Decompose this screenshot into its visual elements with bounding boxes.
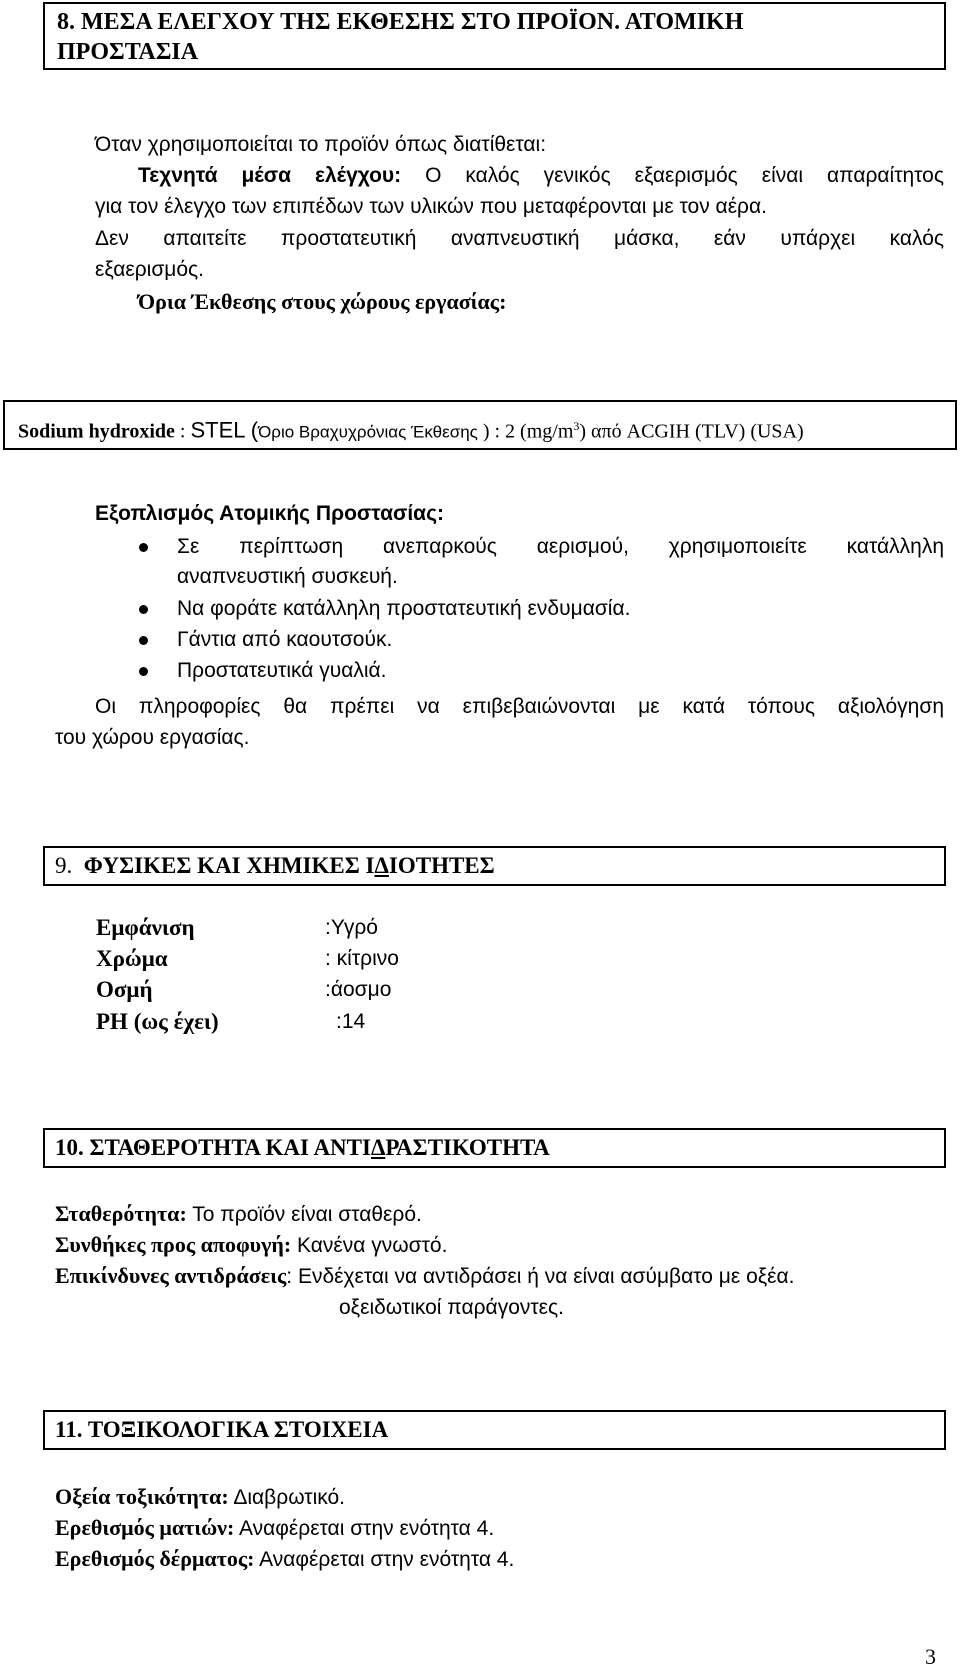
controls-line-3: Δεν απαιτείτε προστατευτική αναπνευστική μάσκα, εάν υπάρχει καλός — [95, 227, 944, 250]
ppe-item-4: Προστατευτικά γυαλιά. — [177, 659, 387, 682]
controls-line-4: εξαερισμός. — [95, 258, 205, 281]
prop-value-ph: :14 — [336, 1010, 366, 1033]
controls-text-1: Ο καλός γενικός εξαερισμός είναι απαραίτητος — [401, 164, 944, 187]
hazard-label: Επικίνδυνες αντιδράσεις — [55, 1263, 287, 1288]
hazard-value: : Ενδέχεται να αντιδράσει ή να είναι ασύμβατο με οξέα. — [286, 1265, 795, 1288]
ppe-item-3: Γάντια από καουτσούκ. — [177, 628, 393, 651]
skin-label: Ερεθισμός δέρματος: — [55, 1546, 255, 1571]
bullet-icon — [139, 605, 148, 614]
limit-sep: : — [174, 420, 191, 443]
skin-row — [55, 1545, 514, 1574]
ppe-item-1-cont: αναπνευστική συσκευή. — [177, 565, 398, 588]
section-8-heading-line2: ΠΡΟΣΤΑΣΙΑ — [57, 39, 199, 65]
section-9-heading-box — [43, 846, 946, 886]
prop-value-appearance: :Υγρό — [325, 916, 378, 939]
limit-value: ) : 2 (mg/m — [477, 420, 574, 443]
stability-label: Σταθερότητα: — [55, 1201, 187, 1226]
limits-label: Όρια Έκθεσης στους χώρους εργασίας: — [138, 289, 507, 314]
section-9-number: 9. — [55, 853, 73, 878]
stability-row — [55, 1200, 422, 1229]
stability-value: Το προϊόν είναι σταθερό. — [186, 1203, 422, 1226]
acute-value: Διαβρωτικό. — [228, 1486, 346, 1509]
ppe-item-2: Να φοράτε κατάλληλη προστατευτική ενδυμασία. — [177, 597, 631, 620]
limit-stel-desc: Όριο Βραχυχρόνιας Έκθεσης — [258, 422, 478, 442]
page-number: 3 — [925, 1644, 936, 1669]
section-11-heading-box — [43, 1410, 946, 1450]
note-line-1: Οι πληροφορίες θα πρέπει να επιβεβαιώνονται με κατά τόπους αξιολόγηση — [95, 695, 944, 718]
hazard-row — [55, 1262, 795, 1291]
limit-source: ) από ACGIH (TLV) (USA) — [579, 420, 804, 443]
controls-line-1 — [138, 162, 944, 190]
section-9-heading: 9. ΦΥΣΙΚΕΣ ΚΑΙ ΧΗΜΙΚΕΣ ΙΔΙΟΤΗΤΕΣ — [55, 853, 495, 878]
prop-label-appearance: Εμφάνιση — [96, 915, 195, 940]
acute-label: Οξεία τοξικότητα: — [55, 1484, 229, 1509]
ppe-item-1: Σε περίπτωση ανεπαρκούς αερισμού, χρησιμοποιείτε κατάλληλη — [177, 535, 944, 558]
exposure-limit-row — [18, 412, 804, 447]
bullet-icon — [139, 543, 148, 552]
section-10-heading: 10. ΣΤΑΘΕΡΟΤΗΤΑ ΚΑΙ ΑΝΤΙΔΡΑΣΤΙΚΟΤΗΤΑ — [55, 1135, 550, 1160]
avoid-value: Κανένα γνωστό. — [291, 1234, 448, 1257]
prop-label-color: Χρώμα — [96, 946, 168, 971]
bullet-icon — [139, 667, 148, 676]
controls-line-2: για τον έλεγχο των επιπέδων των υλικών που μεταφέρονται με τον αέρα. — [95, 195, 767, 218]
controls-label: Τεχνητά μέσα ελέγχου: — [138, 164, 402, 187]
section-8-heading-box — [43, 2, 946, 70]
eye-label: Ερεθισμός ματιών: — [55, 1515, 235, 1540]
limit-sup: 3 — [573, 419, 580, 433]
eye-row — [55, 1514, 494, 1543]
limit-substance: Sodium hydroxide — [18, 420, 175, 443]
prop-label-ph: PH (ως έχει) — [96, 1009, 219, 1034]
avoid-row — [55, 1231, 447, 1260]
exposure-limits-box — [3, 400, 957, 450]
section-8-heading-line1: 8. ΜΕΣΑ ΕΛΕΓΧΟΥ ΤΗΣ ΕΚΘΕΣΗΣ ΣΤΟ ΠΡΟΪΟΝ. ΑΤΟΜΙΚΗ — [57, 9, 744, 35]
skin-value: Αναφέρεται στην ενότητα 4. — [254, 1548, 515, 1571]
intro-text: Όταν χρησιμοποιείται το προϊόν όπως διατίθεται: — [95, 133, 547, 156]
note-line-2: του χώρου εργασίας. — [55, 726, 250, 749]
prop-label-odor: Οσμή — [96, 977, 153, 1002]
prop-value-color: : κίτρινο — [325, 947, 399, 970]
acute-row — [55, 1483, 345, 1512]
section-10-heading-box — [43, 1128, 946, 1168]
ppe-label: Εξοπλισμός Ατομικής Προστασίας: — [95, 502, 445, 525]
bullet-icon — [139, 636, 148, 645]
eye-value: Αναφέρεται στην ενότητα 4. — [234, 1517, 495, 1540]
avoid-label: Συνθήκες προς αποφυγή: — [55, 1232, 292, 1257]
hazard-row-2: οξειδωτικοί παράγοντες. — [339, 1296, 564, 1319]
section-11-heading: 11. ΤΟΞΙΚΟΛΟΓΙΚΑ ΣΤΟΙΧΕΙΑ — [55, 1417, 389, 1442]
prop-value-odor: :άοσμο — [325, 978, 392, 1001]
limit-stel: STEL ( — [190, 417, 259, 443]
